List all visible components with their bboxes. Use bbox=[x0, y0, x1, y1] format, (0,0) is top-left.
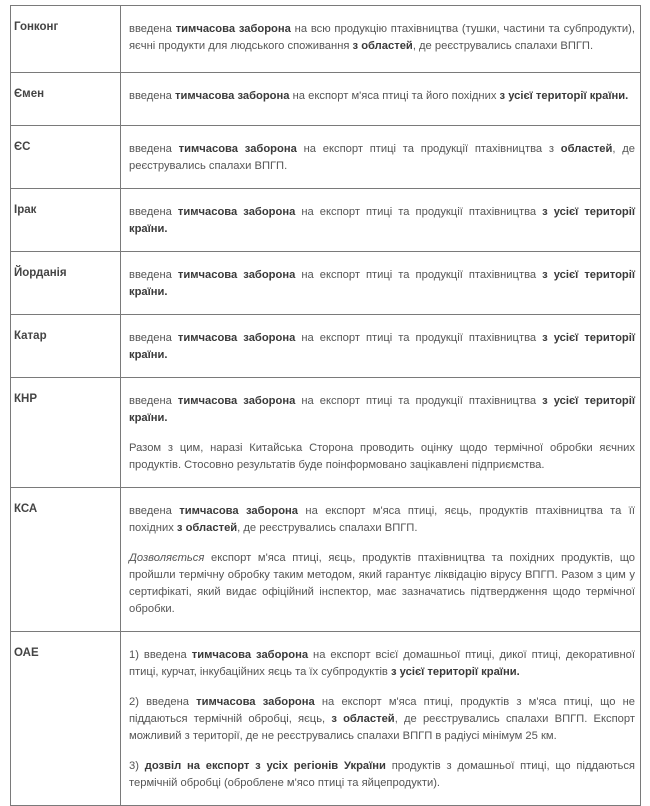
restriction-cell bbox=[121, 378, 641, 488]
bold-text: дозвіл на експорт з усіх регіонів України bbox=[144, 760, 386, 772]
restriction-text bbox=[129, 204, 635, 238]
restriction-item-3 bbox=[129, 758, 635, 792]
bold-text: з усієї території країни. bbox=[129, 269, 635, 298]
country-restrictions-table bbox=[10, 5, 641, 806]
text-run: Разом з цим, наразі Китайська Сторона проводить оцінку щодо термічної обробки яєчних продуктів. Стосовно результатів буде поінформовано зацікавлені підприємства. bbox=[129, 442, 635, 471]
restriction-cell bbox=[121, 189, 641, 252]
text-run: на експорт птиці та продукції птахівництва bbox=[295, 332, 543, 344]
country-cell: ОАЕ bbox=[11, 632, 121, 806]
bold-text: тимчасова заборона bbox=[178, 143, 297, 155]
table-row bbox=[11, 632, 641, 806]
bold-text: з областей bbox=[352, 40, 413, 52]
bold-text: з усієї території країни. bbox=[129, 332, 635, 361]
restriction-cell bbox=[121, 488, 641, 632]
text-run: введена bbox=[129, 143, 179, 155]
text-run: на експорт птиці та продукції птахівництва bbox=[295, 395, 543, 407]
bold-text: з усієї території країни. bbox=[391, 666, 520, 678]
bold-text: з усієї території країни. bbox=[499, 90, 629, 102]
restriction-note bbox=[129, 440, 635, 474]
restriction-note bbox=[129, 550, 635, 618]
restriction-text bbox=[129, 267, 635, 301]
bold-text: з областей bbox=[176, 522, 238, 534]
table-row bbox=[11, 73, 641, 126]
bold-text: тимчасова заборона bbox=[177, 332, 296, 344]
bold-text: тимчасова заборона bbox=[175, 90, 290, 102]
table-row bbox=[11, 378, 641, 488]
text-run: експорт м'яса птиці, яєць, продуктів птахівництва та похідних продуктів, що пройшли термічну обробку таким методом, який гарантує ліквідацію вірусу ВПГП. Разом з цим у сертифікаті, який видає офіційний інспектор, має зазначатись підтвердження щодо термічної обробки. bbox=[129, 552, 635, 615]
text-run: введена bbox=[129, 395, 178, 407]
bold-text: з усієї території країни. bbox=[129, 206, 635, 235]
bold-text: з областей bbox=[331, 713, 395, 725]
restriction-cell bbox=[121, 632, 641, 806]
restriction-text bbox=[129, 21, 635, 55]
text-run: введена bbox=[129, 269, 178, 281]
country-cell: Йорданія bbox=[11, 252, 121, 315]
country-cell: Ємен bbox=[11, 73, 121, 126]
restriction-text bbox=[129, 141, 635, 175]
table-row bbox=[11, 488, 641, 632]
text-run: на експорт птиці та продукції птахівництва bbox=[295, 269, 543, 281]
country-cell: Катар bbox=[11, 315, 121, 378]
country-cell: КСА bbox=[11, 488, 121, 632]
restriction-cell bbox=[121, 315, 641, 378]
table-row bbox=[11, 189, 641, 252]
restriction-item-1 bbox=[129, 647, 635, 681]
bold-text: тимчасова заборона bbox=[191, 649, 309, 661]
restriction-text bbox=[129, 393, 635, 427]
text-run: введена bbox=[129, 505, 180, 517]
country-cell: Ірак bbox=[11, 189, 121, 252]
text-run: введена bbox=[129, 23, 176, 35]
restriction-text bbox=[129, 503, 635, 537]
bold-text: тимчасова заборона bbox=[175, 23, 291, 35]
text-run: введена bbox=[129, 332, 178, 344]
restriction-text bbox=[129, 330, 635, 364]
restriction-cell bbox=[121, 6, 641, 73]
country-cell: Гонконг bbox=[11, 6, 121, 73]
text-run: на експорт всієї домашньої птиці, дикої птиці, декоративної птиці, курчат, інкубаційних яєць та їх субпродуктів bbox=[129, 649, 635, 678]
bold-text: з усієї території країни. bbox=[129, 395, 635, 424]
text-run: на експорт м'яса птиці, яєць, продуктів птахівництва та її похідних bbox=[129, 505, 635, 534]
bold-text: тимчасова заборона bbox=[177, 395, 296, 407]
restriction-cell bbox=[121, 252, 641, 315]
text-run: 2) введена bbox=[129, 696, 197, 708]
text-run: введена bbox=[129, 206, 178, 218]
text-run: на експорт птиці та продукції птахівництва з bbox=[296, 143, 561, 155]
text-run: введена bbox=[129, 90, 175, 102]
text-run: , де реєструвались спалахи ВПГП. bbox=[412, 40, 594, 52]
bold-text: тимчасова заборона bbox=[177, 269, 296, 281]
table-row bbox=[11, 315, 641, 378]
text-run: продуктів з домашньої птиці, що піддаються термічній обробці (оброблене м'ясо птиці та яйцепродукти). bbox=[129, 760, 635, 789]
bold-text: областей bbox=[560, 143, 613, 155]
text-run: на всю продукцію птахівництва (тушки, частини та субпродукти), яєчні продукти для людського споживання bbox=[129, 23, 635, 52]
text-run: на експорт птиці та продукції птахівництва bbox=[295, 206, 543, 218]
restriction-cell bbox=[121, 73, 641, 126]
table-row bbox=[11, 6, 641, 73]
bold-text: тимчасова заборона bbox=[177, 206, 296, 218]
text-run: на експорт м'яса птиці та його похідних bbox=[289, 90, 500, 102]
bold-text: тимчасова заборона bbox=[179, 505, 299, 517]
country-cell: КНР bbox=[11, 378, 121, 488]
restriction-text bbox=[129, 88, 635, 105]
bold-text: тимчасова заборона bbox=[196, 696, 315, 708]
text-run: , де реєструвались спалахи ВПГП. Експорт можливий з території, де не реєструвались спалахи ВПГП в радіусі мінімум 25 км. bbox=[129, 713, 635, 742]
text-run: , де реєструвались спалахи ВПГП. bbox=[237, 522, 418, 534]
country-cell: ЄС bbox=[11, 126, 121, 189]
italic-text: Дозволяється bbox=[129, 552, 205, 564]
table-row bbox=[11, 252, 641, 315]
text-run: 1) введена bbox=[129, 649, 192, 661]
text-run: 3) bbox=[129, 760, 145, 772]
text-run: на експорт м'яса птиці, продуктів з м'яса птиці, що не піддаються термічній обробці, яєць, bbox=[129, 696, 635, 725]
restriction-cell bbox=[121, 126, 641, 189]
text-run: , де реєструвались спалахи ВПГП. bbox=[129, 143, 636, 172]
table-row bbox=[11, 126, 641, 189]
